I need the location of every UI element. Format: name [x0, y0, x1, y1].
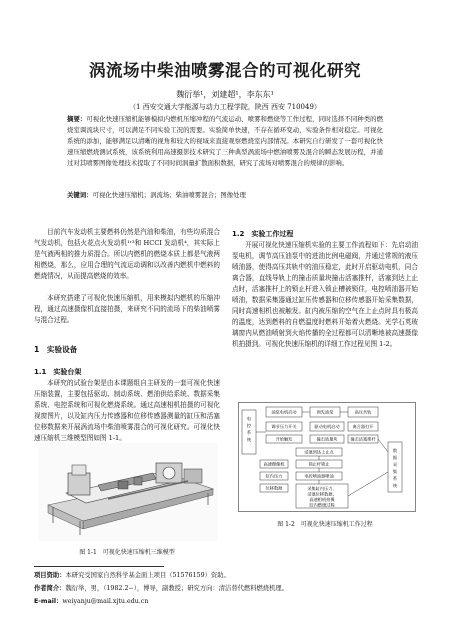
- diagram-node-mid-2: 离合器打开: [352, 424, 374, 429]
- footnote-author: [34, 583, 424, 596]
- intro-paragraph-1: 目前汽车发动机主要燃料仍然是汽油和柴油，有些均质混合气发动机，包括火花点火发动机¹ʳ³和 HCCI 发动机⁴，其实际上是气液两相的推力质混合。所以内燃机的燃烧本质上都是气液两相燃烧，那么，应用合理的气流运动调和以改善内燃机中燃料的燃烧情况，从而提高燃烧的效率。: [34, 228, 220, 280]
- svg-text:采: 采: [392, 462, 398, 467]
- svg-text:数: 数: [392, 448, 398, 453]
- svg-text:统: 统: [392, 483, 398, 488]
- funding-text: 本研究受国家自然科学基金面上项目（51576159）资助。: [65, 572, 230, 579]
- figure-1-2-diagram: [238, 402, 416, 512]
- section-heading-1-2: 1.2 实验工作过程: [232, 230, 294, 238]
- diagram-node-top-0: 油泵电机启动: [271, 409, 297, 415]
- diagram-bottom-line-3: 缸内燃烧过程: [309, 502, 335, 508]
- svg-text:集: 集: [392, 469, 398, 474]
- section-1-1-text: 本研究的试验台架是由本课题组自主研发的一套可视化快速压缩装置，主要包括驱动、制动系统、燃油供给系统、数据采集系统、电控系统和可视化燃烧系统。通过高速相机拍摄的可视化视窗图片，以及缸内压力传感器和位移传感器测量的缸压和活塞位移数据来开展涡流场中柴油喷雾混合的可视化研究。可视化快速压缩机三维模型图如图 1-1。: [34, 379, 220, 442]
- keywords-text: 可视化快速压缩机；涡流场；柴油喷雾混合；图像处理: [92, 191, 246, 199]
- diagram-node-1: 撞击质量块: [316, 436, 338, 442]
- svg-text:统: 统: [246, 437, 252, 442]
- abstract: [67, 114, 383, 169]
- diagram-control-label: 电: [246, 416, 252, 421]
- diagram-left-1: 缸内压力: [265, 473, 283, 479]
- author-text: 魏衍举，男，（1982.2−），博导，副教授；研究方向：清洁替代燃料燃烧机理。: [65, 585, 288, 592]
- diagram-left-2: 位移数据: [265, 485, 283, 491]
- section-1-2-text: 开展可视化快速压缩机实验的主要工作流程如下：先启动油泵电机，调节高压油泵中的进油比例电磁阀，并通过常规的液压喷油器，使得高压共轨中的油压稳定，此时开启驱动电机，同合离合器，直线导轨上的撞击质量块撞击活塞推杆，活塞到达上止点时，活塞推杆上的锁止杆进入锁止槽被锁住，电控喷油器开始喷油，数据采集器通过缸压传感器和位移传感器开始采集数据，同时高速相机也被触发。缸内被压缩的空气在上止点时具有极高的温度，达到燃料的自燃温度时燃料开始着火燃烧。光学石英玻璃窗内从燃油喷射到火焰传播的全过程都可以清晰地被高速摄像机拍摄到。可视化快速压缩机的详细工作过程见图 1-2。: [232, 241, 418, 348]
- abstract-text: 可视化快速压缩机能够模拟内燃机压缩冲程的气流运动、喷雾和燃烧等工作过程，同时选择不同种类的燃烧室调流块尺寸，可以满足不同实验工况的需要。实验简单快速，不存在循环变动，实验条件相对稳定。可视化系统的添加，能够满足以清晰的视角和较大的视域来直接观察燃烧室内部情况。本研究自行研发了一套可视化快速压缩燃烧测试系统，该系统利用高速摄影技术研究了三种典型涡流场中燃油喷雾及混合的瞬态发展历程，并通过对其喷雾图像处理技术提取了不同时间涡量扩散面积数据，研究了流场对喷雾混合的规律的影响。: [67, 115, 384, 167]
- svg-text:系: 系: [246, 430, 252, 435]
- footnote-rule: [34, 566, 164, 567]
- funding-label: 项目资助：: [34, 572, 66, 579]
- keywords: [67, 190, 383, 200]
- diagram-node-4: 锁止杆锁止: [308, 461, 330, 467]
- diagram-node-mid-0: 调节压力开关: [271, 424, 297, 429]
- paper-authors: 魏衍举¹，刘建超¹，李东东¹: [176, 90, 274, 99]
- footnote-email: [34, 596, 424, 609]
- diagram-node-5: 电控喷油器喷油: [304, 473, 334, 479]
- section-heading-1: 1 实验设备: [34, 345, 78, 354]
- diagram-left-0: 高速摄像机: [263, 461, 285, 467]
- keywords-label: 关键词：: [67, 191, 93, 199]
- paper-title: 涡流场中柴油喷雾混合的可视化研究: [89, 61, 361, 80]
- email-text: weiyanju@mail.xjtu.edu.cn: [62, 598, 149, 605]
- paper-affiliation: （1 西安交通大学能源与动力工程学院，陕西 西安 710049）: [129, 103, 321, 111]
- diagram-node-2: 撞击活塞推杆: [350, 436, 376, 442]
- diagram-node-top-2: 高压共轨: [354, 409, 372, 415]
- section-heading-1-1: 1.1 实验台架: [34, 368, 82, 376]
- svg-text:控: 控: [246, 423, 252, 428]
- footnote-funding: [34, 570, 424, 583]
- abstract-label: 摘要：: [67, 115, 87, 123]
- author-label: 作者简介：: [34, 585, 66, 592]
- diagram-bottom-line-2: 高速相机拍摄: [309, 497, 335, 502]
- svg-text:据: 据: [392, 455, 398, 460]
- diagram-node-3: 活塞到达上止点: [304, 449, 334, 455]
- diagram-node-mid-1: 驱动电机启动: [314, 424, 340, 429]
- diagram-bottom-line-1: 活塞位移数据，: [307, 491, 337, 497]
- figure-1-1-caption: 图 1-1 可视化快速压缩机三维模型: [79, 549, 175, 556]
- intro-paragraph-2: 本研究搭建了可视化快速压缩机，用来模拟内燃机的压缩冲程，通过高速摄像机直接拍摄，来研究不同的流场下的柴油喷雾与混合过程。: [34, 294, 220, 324]
- diagram-bottom-line-0: 采集缸内压力、: [307, 486, 337, 491]
- diagram-node-0: 开始触发: [275, 436, 293, 442]
- email-label: E-mail：: [34, 598, 63, 605]
- diagram-node-top-1: 预先油泵: [316, 409, 334, 415]
- figure-1-2-caption: 图 1-2 可视化快速压缩机工作过程: [277, 521, 373, 528]
- svg-text:系: 系: [392, 476, 398, 481]
- figure-1-1-model: [38, 443, 218, 541]
